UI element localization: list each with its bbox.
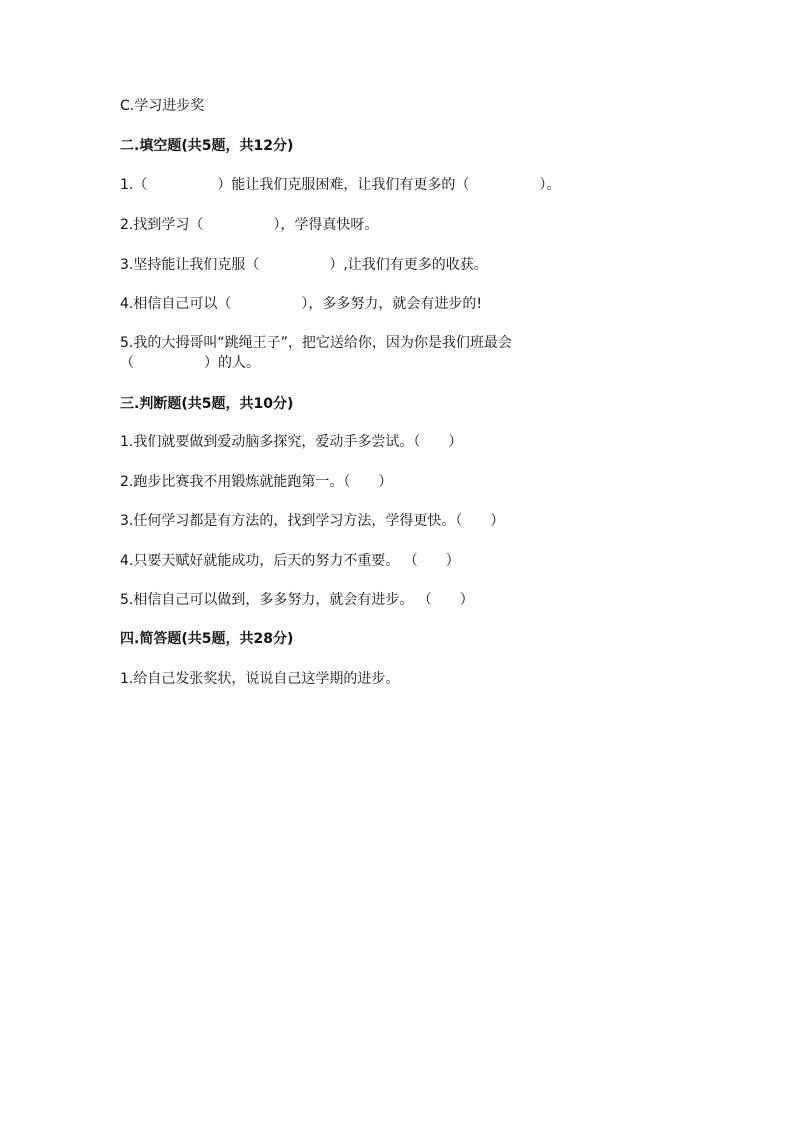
true-false-question-4: 4.只要天赋好就能成功，后天的努力不重要。 （ ）: [120, 553, 460, 569]
previous-option-c: C.学习进步奖: [120, 98, 205, 114]
fill-blank-question-5-line-1: 5.我的大拇哥叫“跳绳王子”，把它送给你，因为你是我们班最会: [120, 335, 512, 351]
true-false-question-1: 1.我们就要做到爱动脑多探究，爱动手多尝试。（ ）: [120, 434, 463, 450]
fill-blank-question-4: 4.相信自己可以（ ），多多努力，就会有进步的!: [120, 296, 482, 312]
fill-blank-question-1: 1.（ ）能让我们克服困难，让我们有更多的（ ）。: [120, 177, 561, 193]
section-title-short-answer: 四.简答题(共5题，共28分): [120, 631, 294, 647]
true-false-question-2: 2.跑步比赛我不用锻炼就能跑第一。（ ）: [120, 474, 393, 490]
section-title-fill-blank: 二.填空题(共5题，共12分): [120, 138, 294, 154]
short-answer-question-1: 1.给自己发张奖状，说说自己这学期的进步。: [120, 671, 400, 687]
fill-blank-question-5-line-2: （ ）的人。: [120, 355, 260, 371]
true-false-question-3: 3.任何学习都是有方法的，找到学习方法，学得更快。（ ）: [120, 513, 505, 529]
fill-blank-question-3: 3.坚持能让我们克服（ ）,让我们有更多的收获。: [120, 257, 488, 273]
true-false-question-5: 5.相信自己可以做到，多多努力，就会有进步。 （ ）: [120, 592, 474, 608]
section-title-true-false: 三.判断题(共5题，共10分): [120, 396, 294, 412]
fill-blank-question-2: 2.找到学习（ ），学得真快呀。: [120, 217, 379, 233]
